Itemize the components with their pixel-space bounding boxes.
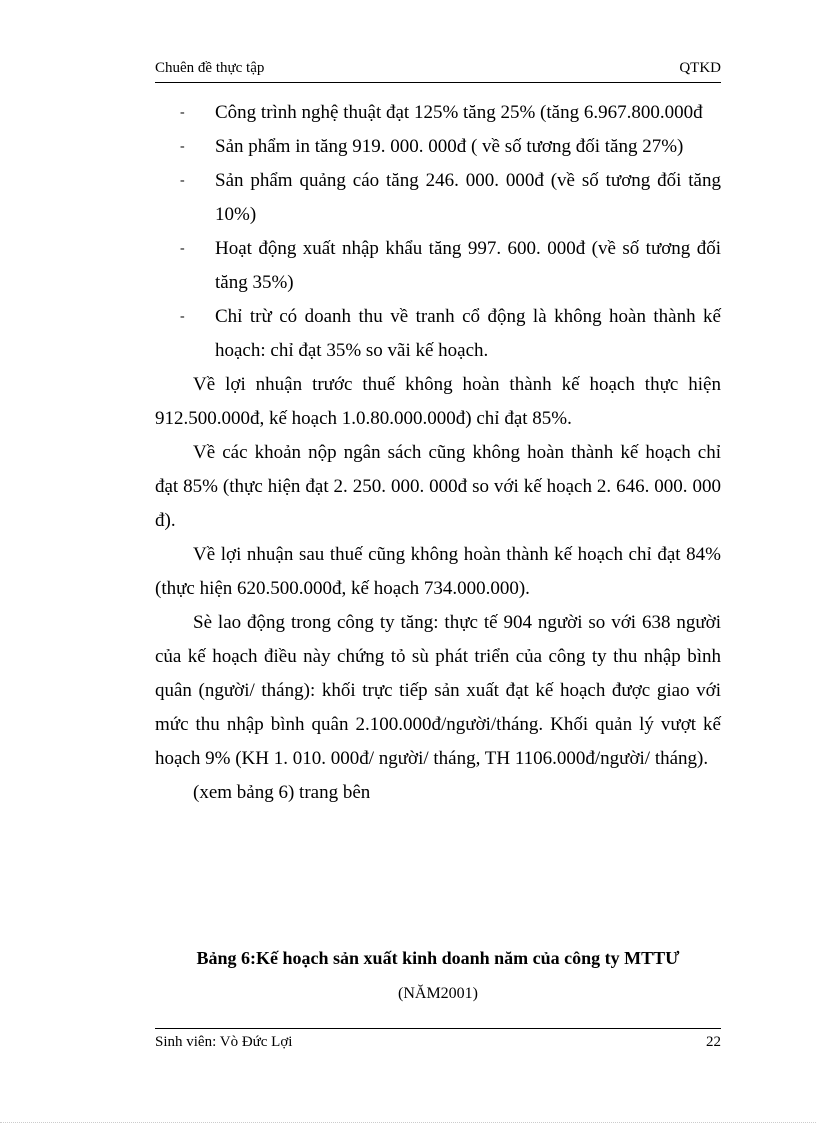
bullet-item bbox=[155, 96, 721, 130]
page-number: 22 bbox=[706, 1034, 721, 1050]
paragraph-profit-after-tax: Về lợi nhuận sau thuế cũng không hoàn thành kế hoạch chỉ đạt 84% (thực hiện 620.500.000đ, kế hoạch 734.000.000). bbox=[155, 544, 721, 599]
bullet-text: Sản phẩm quảng cáo tăng 246. 000. 000đ (về số tương đối tăng 10%) bbox=[215, 170, 721, 225]
header-title: Chuên đề thực tập bbox=[155, 60, 265, 76]
paragraph-profit-before-tax: Về lợi nhuận trước thuế không hoàn thành kế hoạch thực hiện 912.500.000đ, kế hoạch 1.0.80.000.000đ) chỉ đạt 85%. bbox=[155, 374, 721, 429]
paragraph-budget: Về các khoản nộp ngân sách cũng không hoàn thành kế hoạch chỉ đạt 85% (thực hiện đạt 2. 250. 000. 000đ so với kế hoạch 2. 646. 000. 000 đ). bbox=[155, 442, 721, 531]
bullet-item bbox=[155, 232, 721, 300]
bullet-marker: - bbox=[180, 105, 185, 120]
header-subject: QTKD bbox=[679, 60, 721, 76]
see-table-note: (xem bảng 6) trang bên bbox=[193, 782, 371, 803]
bullet-marker: - bbox=[180, 241, 185, 256]
footer-divider bbox=[155, 1028, 721, 1029]
bullet-text: Công trình nghệ thuật đạt 125% tăng 25% (tăng 6.967.800.000đ bbox=[215, 102, 703, 123]
bullet-item bbox=[155, 300, 721, 368]
bullet-marker: - bbox=[180, 139, 185, 154]
table-caption bbox=[155, 940, 721, 1012]
bullet-text: Hoạt động xuất nhập khẩu tăng 997. 600. 000đ (về số tương đối tăng 35%) bbox=[215, 238, 721, 293]
bullet-text: Chỉ trừ có doanh thu về tranh cổ động là không hoàn thành kế hoạch: chỉ đạt 35% so vãi kế hoạch. bbox=[215, 306, 721, 361]
page-header bbox=[155, 58, 721, 83]
paragraph-labor: Sè lao động trong công ty tăng: thực tế 904 người so với 638 người của kế hoạch điều này chứng tỏ sù phát triển của công ty thu nhập bình quân (người/ tháng): khối trực tiếp sản xuất đạt kế hoạch được giao với mức thu nhập bình quân 2.100.000đ/người/tháng. Khối quản lý vượt kế hoạch 9% (KH 1. 010. 000đ/ người/ tháng, TH 1106.000đ/người/ tháng). bbox=[155, 612, 721, 769]
table-subtitle: (NĂM2001) bbox=[398, 985, 478, 1002]
table-title: Bảng 6:Kế hoạch sản xuất kinh doanh năm của công ty MTTƯ bbox=[196, 948, 680, 968]
bullet-marker: - bbox=[180, 173, 185, 188]
bullet-text: Sản phẩm in tăng 919. 000. 000đ ( về số tương đối tăng 27%) bbox=[215, 136, 684, 157]
page-body bbox=[155, 96, 721, 810]
bullet-item bbox=[155, 130, 721, 164]
bullet-marker: - bbox=[180, 309, 185, 324]
bullet-item bbox=[155, 164, 721, 232]
footer-student: Sinh viên: Vò Đức Lợi bbox=[155, 1034, 293, 1050]
